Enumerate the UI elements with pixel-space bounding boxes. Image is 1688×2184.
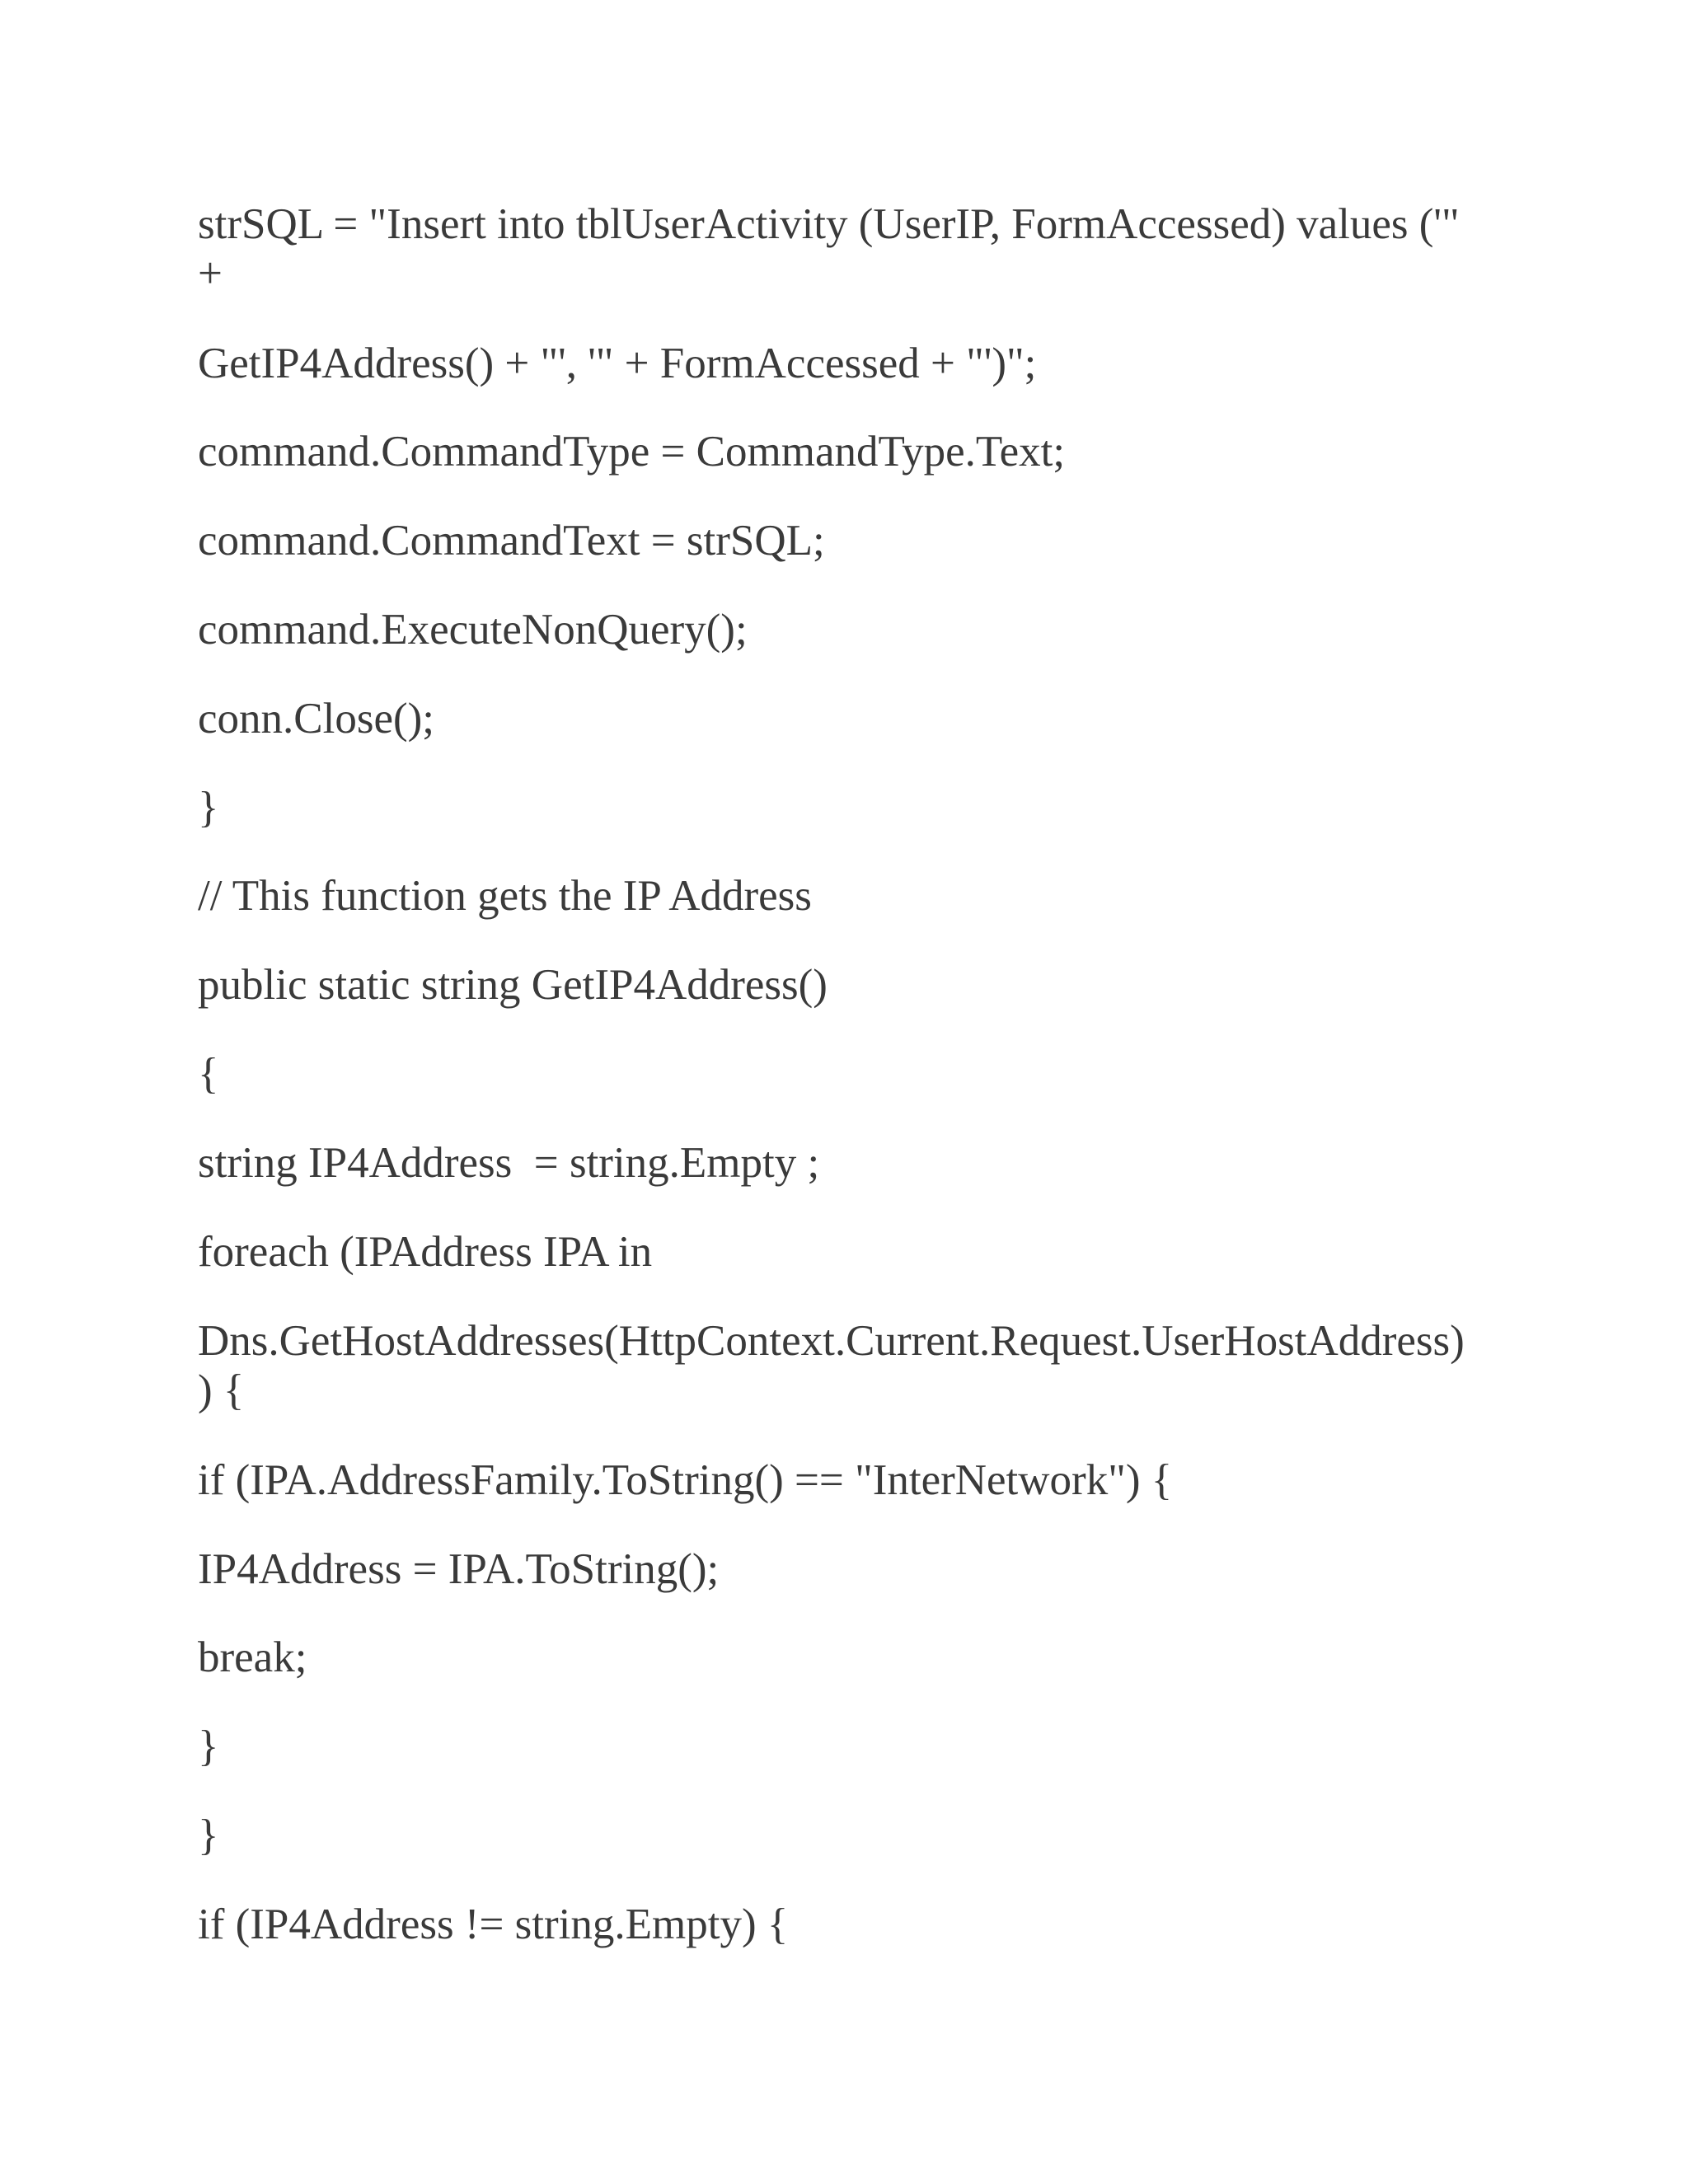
code-line-10: { (198, 1050, 219, 1098)
code-line-19: if (IP4Address != string.Empty) { (198, 1900, 789, 1948)
code-line-17: } (198, 1722, 219, 1770)
code-line-1: strSQL = "Insert into tblUserActivity (UserIP, FormAccessed) values ('" + (198, 200, 1460, 298)
comment-line: // This function gets the IP Address (198, 872, 812, 920)
code-line-13: Dns.GetHostAddresses(HttpContext.Current.Request.UserHostAddress) ) { (198, 1317, 1465, 1414)
code-line-12: foreach (IPAddress IPA in (198, 1228, 653, 1276)
code-line-14: if (IPA.AddressFamily.ToString() == "InterNetwork") { (198, 1456, 1173, 1504)
code-line-9: public static string GetIP4Address() (198, 961, 828, 1009)
code-line-15: IP4Address = IPA.ToString(); (198, 1545, 720, 1593)
code-line-2: GetIP4Address() + "', '" + FormAccessed + "')"; (198, 340, 1037, 387)
code-line-6: conn.Close(); (198, 695, 435, 743)
code-line-18: } (198, 1811, 219, 1859)
code-line-4: command.CommandText = strSQL; (198, 517, 825, 565)
code-line-7: } (198, 784, 219, 832)
code-line-16: break; (198, 1633, 307, 1681)
code-line-5: command.ExecuteNonQuery(); (198, 606, 748, 654)
code-line-11: string IP4Address = string.Empty ; (198, 1139, 820, 1187)
code-line-3: command.CommandType = CommandType.Text; (198, 428, 1066, 476)
